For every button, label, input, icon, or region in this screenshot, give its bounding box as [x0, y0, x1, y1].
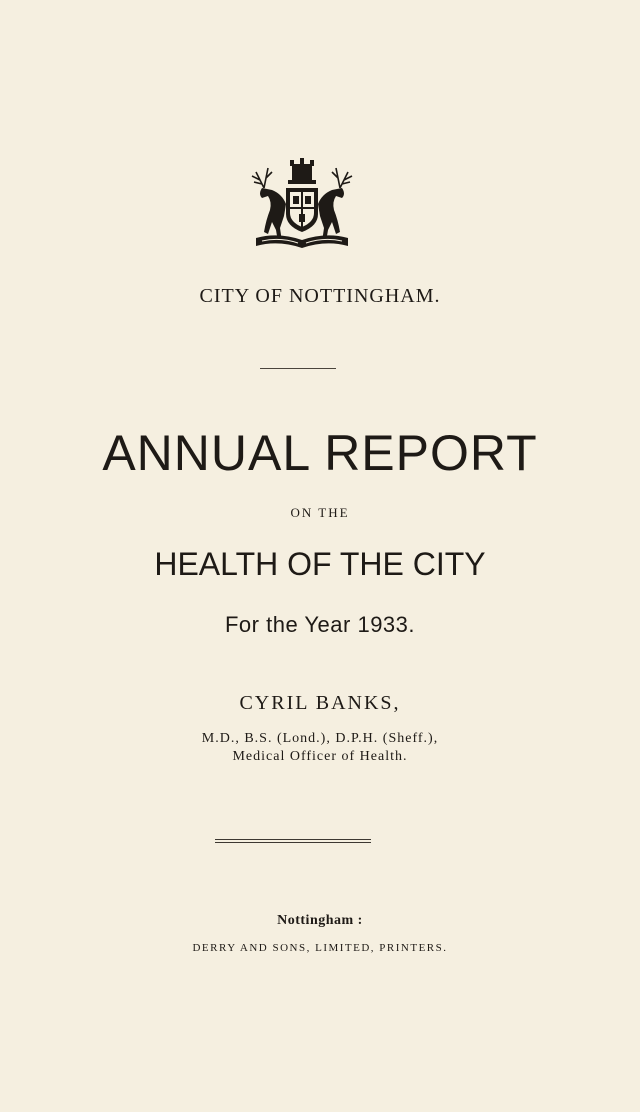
- divider-double: [215, 839, 371, 843]
- author-qualifications: M.D., B.S. (Lond.), D.P.H. (Sheff.),: [201, 731, 439, 746]
- author-office: Medical Officer of Health.: [232, 749, 408, 764]
- report-subject: HEALTH OF THE CITY: [154, 546, 486, 582]
- imprint-place: Nottingham :: [277, 913, 363, 928]
- imprint-printer: DERRY AND SONS, LIMITED, PRINTERS.: [192, 942, 448, 954]
- city-name: CITY OF NOTTINGHAM.: [199, 285, 441, 307]
- nottingham-coat-of-arms-icon: [248, 158, 356, 256]
- title-connector: ON THE: [290, 505, 350, 520]
- report-title: ANNUAL REPORT: [102, 425, 538, 481]
- divider-short: [260, 368, 336, 369]
- author-name: CYRIL BANKS,: [239, 692, 401, 714]
- report-year: For the Year 1933.: [224, 612, 416, 637]
